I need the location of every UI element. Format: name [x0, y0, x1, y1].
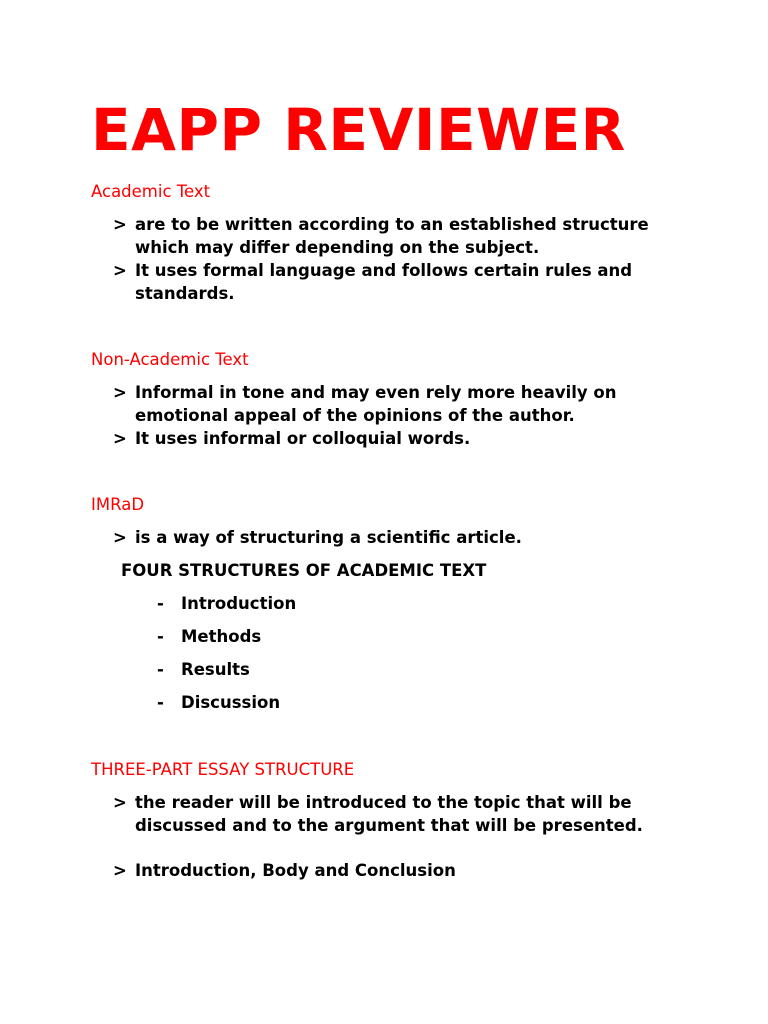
bullet-item [113, 859, 693, 882]
dash-marker: - [157, 627, 164, 646]
section-heading-three-part-essay: THREE-PART ESSAY STRUCTURE [91, 760, 355, 779]
structure-item-discussion [157, 691, 280, 714]
section-heading-academic-text: Academic Text [91, 182, 211, 201]
bullet-item [113, 213, 693, 259]
bullet-marker: > [113, 261, 127, 280]
bullet-text: are to be written according to an established structure which may differ depending on the subject. [135, 215, 649, 257]
structure-item-label: Discussion [181, 693, 281, 712]
structure-item-methods [157, 625, 261, 648]
section-heading-imrad: IMRaD [91, 495, 145, 514]
structure-item-introduction [157, 592, 296, 615]
structure-item-label: Results [181, 660, 250, 679]
section-heading-non-academic-text: Non-Academic Text [91, 350, 249, 369]
bullet-marker: > [113, 861, 127, 880]
dash-marker: - [157, 660, 164, 679]
bullet-item [113, 791, 693, 837]
dash-marker: - [157, 594, 164, 613]
structures-subheading: FOUR STRUCTURES OF ACADEMIC TEXT [121, 561, 487, 580]
bullet-text: It uses informal or colloquial words. [135, 429, 471, 448]
bullet-text: is a way of structuring a scientific article. [135, 528, 522, 547]
bullet-text: Introduction, Body and Conclusion [135, 861, 456, 880]
bullet-item [113, 259, 693, 305]
bullet-item [113, 427, 693, 450]
structure-item-label: Introduction [181, 594, 297, 613]
bullet-text: Informal in tone and may even rely more heavily on emotional appeal of the opinions of the author. [135, 383, 617, 425]
bullet-text: It uses formal language and follows certain rules and standards. [135, 261, 633, 303]
bullet-text: the reader will be introduced to the topic that will be discussed and to the argument that will be presented. [135, 793, 643, 835]
structure-item-label: Methods [181, 627, 262, 646]
bullet-item [113, 526, 693, 549]
document-title: EAPP REVIEWER [91, 96, 626, 164]
bullet-marker: > [113, 528, 127, 547]
bullet-item [113, 381, 693, 427]
dash-marker: - [157, 693, 164, 712]
bullet-marker: > [113, 215, 127, 234]
bullet-marker: > [113, 429, 127, 448]
bullet-marker: > [113, 383, 127, 402]
structure-item-results [157, 658, 250, 681]
bullet-marker: > [113, 793, 127, 812]
